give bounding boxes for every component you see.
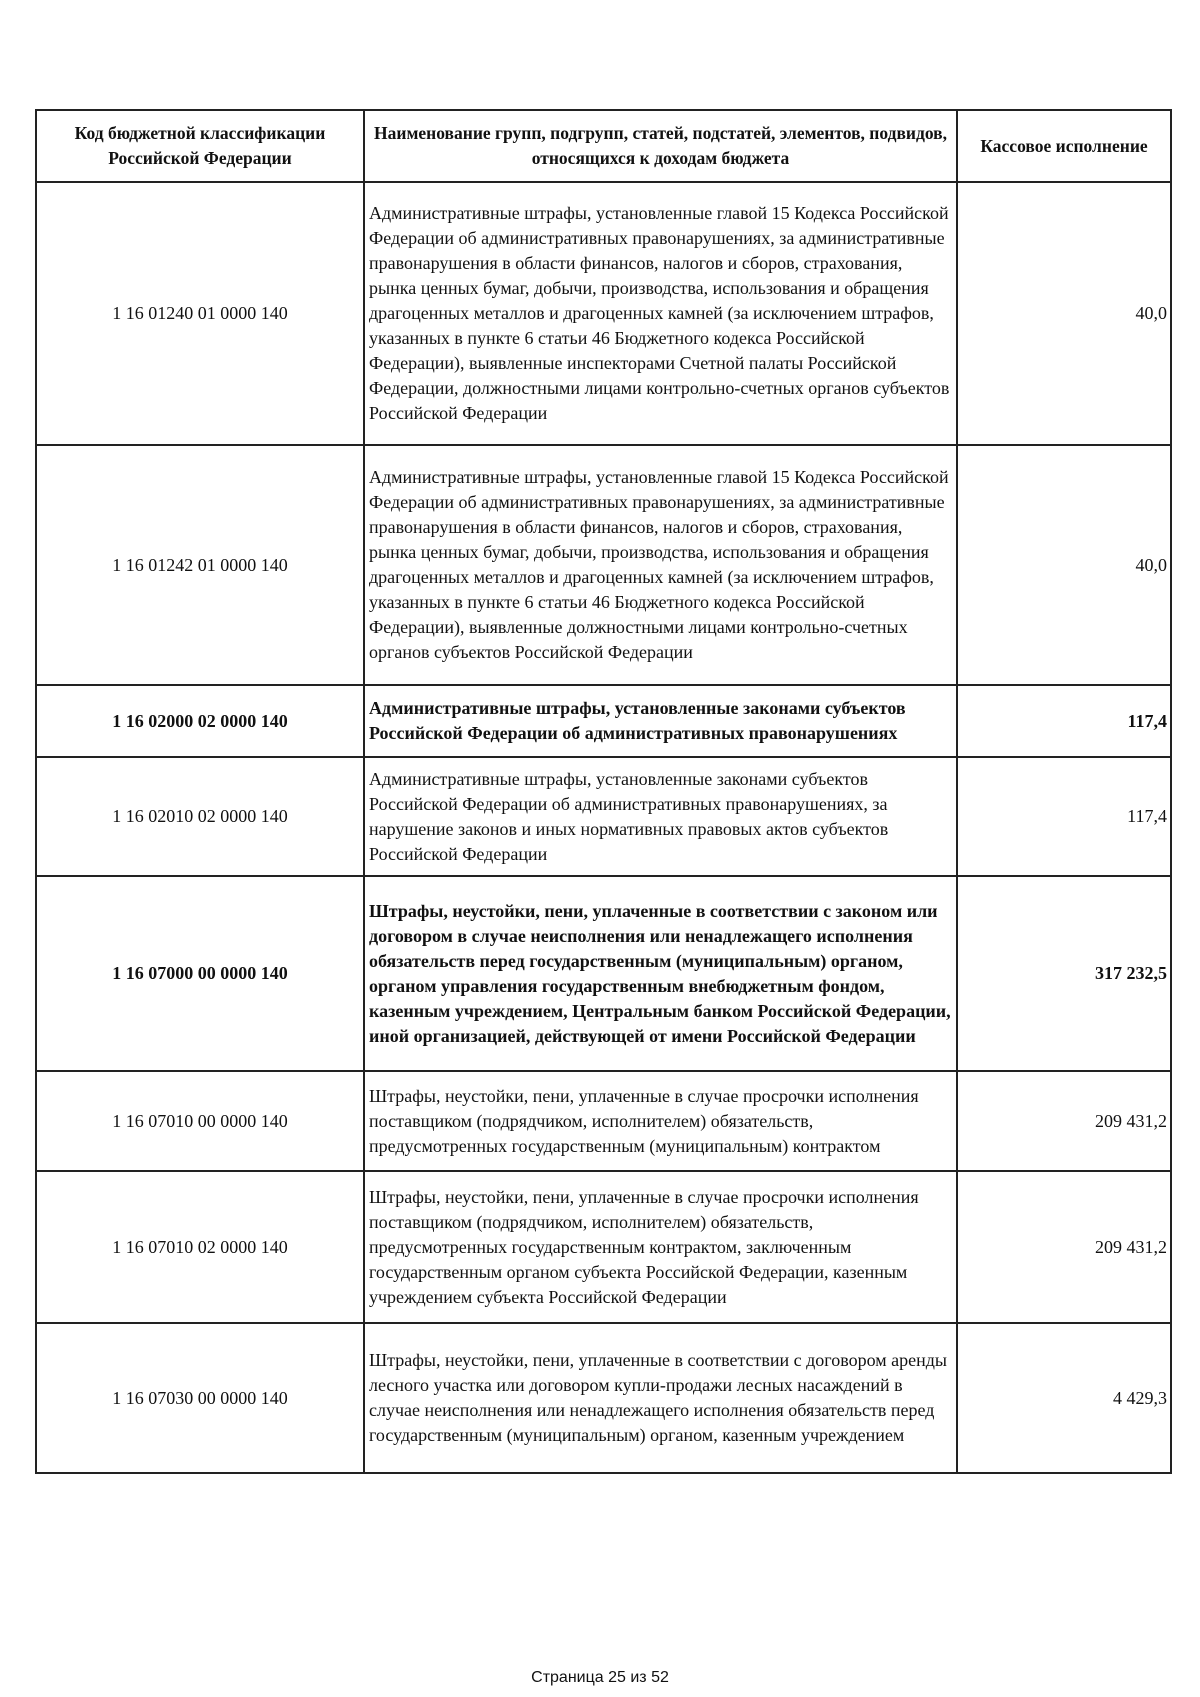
- table-row: [36, 445, 1171, 685]
- row-name: Административные штрафы, установленные законами субъектов Российской Федерации об административных правонарушениях: [364, 685, 957, 757]
- row-amount: 40,0: [957, 182, 1171, 445]
- header-name: Наименование групп, подгрупп, статей, подстатей, элементов, подвидов, относящихся к доходам бюджета: [364, 110, 957, 182]
- row-code: 1 16 07000 00 0000 140: [36, 876, 364, 1071]
- budget-revenue-table: [35, 109, 1172, 1474]
- header-amount: Кассовое исполнение: [957, 110, 1171, 182]
- row-name: Штрафы, неустойки, пени, уплаченные в соответствии с законом или договором в случае неисполнения или ненадлежащего исполнения обязательств перед государственным (муниципальным) органом, органом управления государственным внебюджетным фондом, казенным учреждением, Центральным банком Российской Федерации, иной организацией, действующей от имени Российской Федерации: [364, 876, 957, 1071]
- row-amount: 4 429,3: [957, 1323, 1171, 1473]
- row-amount: 117,4: [957, 685, 1171, 757]
- row-name: Штрафы, неустойки, пени, уплаченные в случае просрочки исполнения поставщиком (подрядчиком, исполнителем) обязательств, предусмотренных государственным (муниципальным) контрактом: [364, 1071, 957, 1171]
- table-row-group: [36, 876, 1171, 1071]
- row-code: 1 16 02000 02 0000 140: [36, 685, 364, 757]
- table-row: [36, 757, 1171, 876]
- table-row: [36, 1171, 1171, 1323]
- row-code: 1 16 01242 01 0000 140: [36, 445, 364, 685]
- row-amount: 209 431,2: [957, 1171, 1171, 1323]
- table-row: [36, 182, 1171, 445]
- row-amount: 317 232,5: [957, 876, 1171, 1071]
- row-name: Административные штрафы, установленные главой 15 Кодекса Российской Федерации об административных правонарушениях, за административные правонарушения в области финансов, налогов и сборов, страхования, рынка ценных бумаг, добычи, производства, использования и обращения драгоценных металлов и драгоценных камней (за исключением штрафов, указанных в пункте 6 статьи 46 Бюджетного кодекса Российской Федерации), выявленные инспекторами Счетной палаты Российской Федерации, должностными лицами контрольно-счетных органов субъектов Российской Федерации: [364, 182, 957, 445]
- row-name: Административные штрафы, установленные законами субъектов Российской Федерации об административных правонарушениях, за нарушение законов и иных нормативных правовых актов субъектов Российской Федерации: [364, 757, 957, 876]
- row-code: 1 16 02010 02 0000 140: [36, 757, 364, 876]
- row-amount: 117,4: [957, 757, 1171, 876]
- table-row: [36, 1323, 1171, 1473]
- row-name: Штрафы, неустойки, пени, уплаченные в соответствии с договором аренды лесного участка или договором купли-продажи лесных насаждений в случае неисполнения или ненадлежащего исполнения обязательств перед государственным (муниципальным) органом, казенным учреждением: [364, 1323, 957, 1473]
- header-code: Код бюджетной классификации Российской Федерации: [36, 110, 364, 182]
- row-code: 1 16 01240 01 0000 140: [36, 182, 364, 445]
- row-code: 1 16 07030 00 0000 140: [36, 1323, 364, 1473]
- row-name: Административные штрафы, установленные главой 15 Кодекса Российской Федерации об административных правонарушениях, за административные правонарушения в области финансов, налогов и сборов, страхования, рынка ценных бумаг, добычи, производства, использования и обращения драгоценных металлов и драгоценных камней (за исключением штрафов, указанных в пункте 6 статьи 46 Бюджетного кодекса Российской Федерации), выявленные должностными лицами контрольно-счетных органов субъектов Российской Федерации: [364, 445, 957, 685]
- row-name: Штрафы, неустойки, пени, уплаченные в случае просрочки исполнения поставщиком (подрядчиком, исполнителем) обязательств, предусмотренных государственным контрактом, заключенным государственным органом субъекта Российской Федерации, казенным учреждением субъекта Российской Федерации: [364, 1171, 957, 1323]
- row-code: 1 16 07010 00 0000 140: [36, 1071, 364, 1171]
- row-amount: 40,0: [957, 445, 1171, 685]
- table-header-row: [36, 110, 1171, 182]
- row-amount: 209 431,2: [957, 1071, 1171, 1171]
- page-number-footer: Страница 25 из 52: [531, 1669, 669, 1686]
- table-row: [36, 1071, 1171, 1171]
- row-code: 1 16 07010 02 0000 140: [36, 1171, 364, 1323]
- table-row-group: [36, 685, 1171, 757]
